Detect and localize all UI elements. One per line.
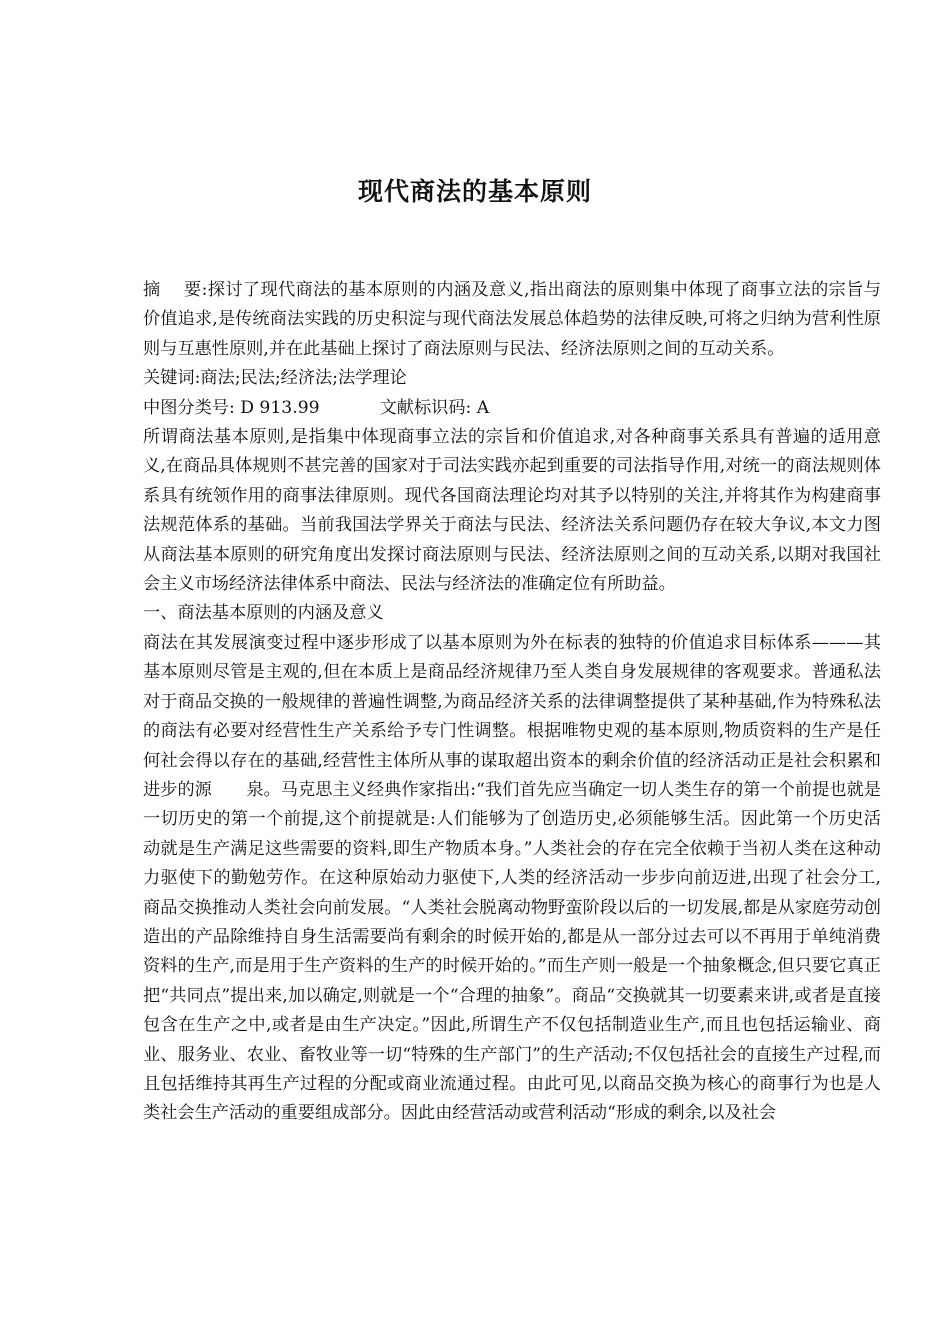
keywords-line: 关键词:商法;民法;经济法;法学理论 [143,368,407,389]
abstract-paragraph: 摘 要:探讨了现代商法的基本原则的内涵及意义,指出商法的原则集中体现了商事立法的宗旨与价值追求,是传统商法实践的历史积淀与现代商法发展总体趋势的法律反映,可将之归纳为营利性原则与互惠性原则,并在此基础上探讨了商法原则与民法、经济法原则之间的互动关系。 [143,280,881,359]
classification-line [143,394,881,423]
classification-code: 中图分类号: D 913.99 [143,397,320,418]
section-heading: 一、商法基本原则的内涵及意义 [143,603,384,624]
document-code: 文献标识码: A [379,397,490,418]
document-body [143,276,881,1129]
document-title: 现代商法的基本原则 [357,177,592,206]
intro-paragraph: 所谓商法基本原则,是指集中体现商事立法的宗旨和价值追求,对各种商事关系具有普遍的适用意义,在商品具体规则不甚完善的国家对于司法实践亦起到重要的司法指导作用,对统一的商法规则体系具有统领作用的商事法律原则。现代各国商法理论均对其予以特别的关注,并将其作为构建商事法规范体系的基础。当前我国法学界关于商法与民法、经济法关系问题仍存在较大争议,本文力图从商法基本原则的研究角度出发探讨商法原则与民法、经济法原则之间的互动关系,以期对我国社会主义市场经济法律体系中商法、民法与经济法的准确定位有所助益。 [143,427,881,595]
section-paragraph: 商法在其发展演变过程中逐步形成了以基本原则为外在标表的独特的价值追求目标体系———其基本原则尽管是主观的,但在本质上是商品经济规律乃至人类自身发展规律的客观要求。普通私法对于商品交换的一般规律的普遍性调整,为商品经济关系的法律调整提供了某种基础,作为特殊私法的商法有必要对经营性生产关系给予专门性调整。根据唯物史观的基本原则,物质资料的生产是任何社会得以存在的基础,经营性主体所从事的谋取超出资本的剩余价值的经济活动正是社会积累和进步的源 泉。马克思主义经典作家指出:“我们首先应当确定一切人类生存的第一个前提也就是一切历史的第一个前提,这个前提就是:人们能够为了创造历史,必须能够生活。因此第一个历史活动就是生产满足这些需要的资料,即生产物质本身。”人类社会的存在完全依赖于当初人类在这种动力驱使下的勤勉劳作。在这种原始动力驱使下,人类的经济活动一步步向前迈进,出现了社会分工,商品交换推动人类社会向前发展。“人类社会脱离动物野蛮阶段以后的一切发展,都是从家庭劳动创造出的产品除维持自身生活需要尚有剩余的时候开始的,都是从一部分过去可以不再用于单纯消费资料的生产,而是用于生产资料的生产的时候开始的。”而生产则一般是一个抽象概念,但只要它真正把“共同点”提出来,加以确定,则就是一个“合理的抽象”。商品“交换就其一切要素来讲,或者是直接包含在生产之中,或者是由生产决定。”因此,所谓生产不仅包括制造业生产,而且也包括运输业、商业、服务业、农业、畜牧业等一切“特殊的生产部门”的生产活动;不仅包括社会的直接生产过程,而且包括维持其再生产过程的分配或商业流通过程。由此可见,以商品交换为核心的商事行为也是人类社会生产活动的重要组成部分。因此由经营活动或营利活动“形成的剩余,以及社会 [143,632,881,1124]
